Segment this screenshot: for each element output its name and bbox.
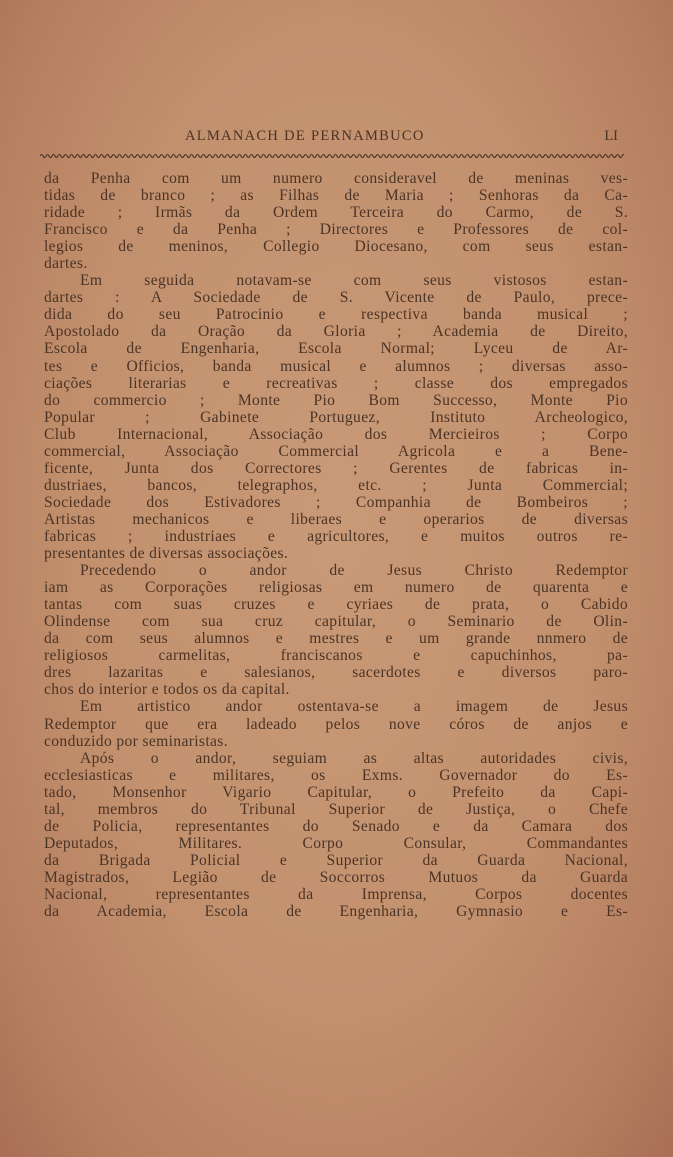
text-line: Popular ; Gabinete Portuguez, Instituto Archeologico, [44, 408, 628, 426]
text-line: commercial, Associação Commercial Agricola e a Bene- [44, 442, 628, 460]
running-header [40, 128, 624, 150]
wavy-rule [40, 152, 624, 160]
text-line: dartes. [44, 255, 88, 273]
text-line: dida do seu Patrocinio e respectiva banda musical ; [44, 306, 628, 324]
text-line: presentantes de diversas associações. [44, 545, 289, 563]
paragraph [44, 272, 628, 562]
text-line: Precedendo o andor de Jesus Christo Redemptor [80, 562, 628, 580]
text-line: ridade ; Irmãs da Ordem Terceira do Carmo, de S. [44, 204, 628, 222]
text-line: Em artistico andor ostentava-se a imagem de Jesus [80, 698, 628, 716]
text-line: tes e Officios, banda musical e alumnos ; diversas asso- [44, 357, 628, 375]
text-line: tidas de branco ; as Filhas de Maria ; Senhoras da Ca- [44, 187, 628, 205]
text-line: do commercio ; Monte Pio Bom Successo, Monte Pio [44, 391, 628, 409]
text-line: tantas com suas cruzes e cyriaes de prata, o Cabido [44, 596, 628, 614]
text-line: Após o andor, seguiam as altas autoridades civis, [80, 749, 628, 767]
text-line: da com seus alumnos e mestres e um grande nnmero de [44, 630, 628, 648]
text-line: Francisco e da Penha ; Directores e Professores de col- [44, 221, 628, 239]
text-line: fabricas ; industriaes e agricultores, e muitos outros re- [44, 527, 628, 545]
paragraph [44, 170, 628, 272]
text-line: da Brigada Policial e Superior da Guarda Nacional, [44, 851, 628, 869]
paragraph [44, 750, 628, 920]
text-line: Artistas mechanicos e liberaes e operarios de diversas [44, 510, 628, 528]
running-title: ALMANACH DE PERNAMBUCO [185, 128, 425, 144]
text-line: ficente, Junta dos Correctores ; Gerentes de fabricas in- [44, 459, 628, 477]
text-line: dres lazaritas e salesianos, sacerdotes e diversos paro- [44, 664, 628, 682]
text-line: chos do interior e todos os da capital. [44, 681, 290, 699]
text-line: Deputados, Militares. Corpo Consular, Commandantes [44, 834, 628, 852]
text-line: legios de meninos, Collegio Diocesano, com seus estan- [44, 238, 628, 256]
text-line: dustriaes, bancos, telegraphos, etc. ; Junta Commercial; [44, 476, 628, 494]
text-line: Sociedade dos Estivadores ; Companhia de Bombeiros ; [44, 493, 628, 511]
body-text [44, 170, 628, 920]
text-line: Apostolado da Oração da Gloria ; Academia de Direito, [44, 323, 628, 341]
text-line: religiosos carmelitas, franciscanos e capuchinhos, pa- [44, 647, 628, 665]
text-line: Magistrados, Legião de Soccorros Mutuos da Guarda [44, 868, 628, 886]
text-line: dartes : A Sociedade de S. Vicente de Paulo, prece- [44, 289, 628, 307]
text-line: Nacional, representantes da Imprensa, Corpos docentes [44, 885, 628, 903]
text-line: tado, Monsenhor Vigario Capitular, o Prefeito da Capi- [44, 783, 628, 801]
text-line: Em seguida notavam-se com seus vistosos estan- [80, 272, 628, 290]
text-line: Olindense com sua cruz capitular, o Seminario de Olin- [44, 613, 628, 631]
text-line: ciações literarias e recreativas ; classe dos empregados [44, 374, 628, 392]
text-line: de Policia, representantes do Senado e da Camara dos [44, 817, 628, 835]
text-line: Redemptor que era ladeado pelos nove córos de anjos e [44, 715, 628, 733]
paragraph [44, 698, 628, 749]
text-line: tal, membros do Tribunal Superior de Justiça, o Chefe [44, 800, 628, 818]
text-line: conduzido por seminaristas. [44, 732, 228, 750]
text-line: Escola de Engenharia, Escola Normal; Lyceu de Ar- [44, 340, 628, 358]
text-line: Club Internacional, Associação dos Mercieiros ; Corpo [44, 425, 628, 443]
text-line: da Penha com um numero consideravel de meninas ves- [44, 170, 628, 187]
paragraph [44, 562, 628, 698]
text-line: ecclesiasticas e militares, os Exms. Governador do Es- [44, 766, 628, 784]
text-line: da Academia, Escola de Engenharia, Gymnasio e Es- [44, 903, 628, 921]
text-line: iam as Corporações religiosas em numero de quarenta e [44, 579, 628, 597]
page-number: LI [604, 128, 618, 144]
